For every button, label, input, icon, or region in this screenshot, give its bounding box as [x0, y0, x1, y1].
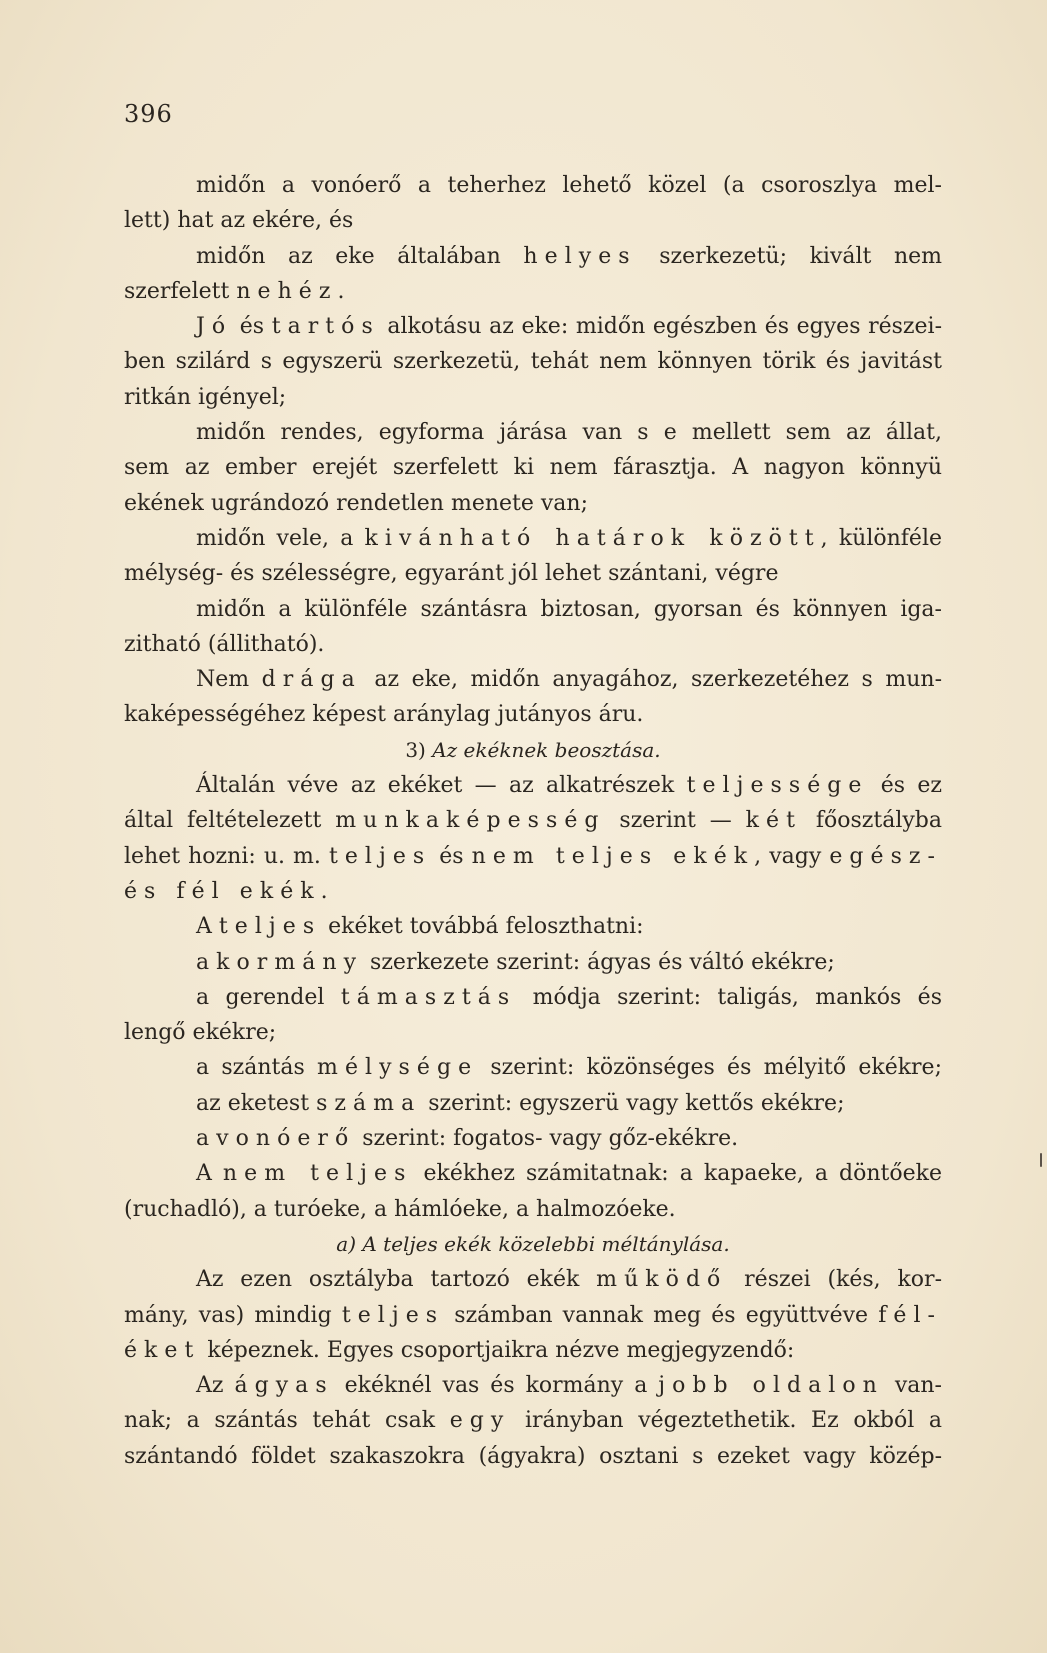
text-line: Általán véve az ekéket — az alkatrészek teljessége és ez [196, 773, 942, 799]
spaced-emphasis: teljes [218, 914, 322, 940]
spaced-emphasis: tartós [271, 314, 380, 340]
text-line: a gerendel támasztás módja szerint: taligás, mankós és [196, 984, 942, 1010]
spaced-emphasis: teljessége [686, 773, 869, 799]
text-line: lengő ekékre; [124, 1020, 277, 1046]
text-line: kaképességéhez képest aránylag jutányos áru. [124, 702, 644, 728]
text-line: ritkán igényel; [124, 384, 287, 410]
spaced-emphasis: Jó [196, 314, 233, 340]
spaced-emphasis: teljes [328, 843, 432, 869]
text-line: midőn a vonóerő a teherhez lehető közel (a csoroszlya mel- [196, 173, 942, 198]
spaced-emphasis: egész- [829, 843, 942, 869]
text-line: mány, vas) mindig teljes számban vannak meg és együttvéve fél- [124, 1302, 942, 1328]
text-line: által feltételezett munkaképesség szerint — két főosztályba [124, 808, 942, 834]
text-line: a vonóerő szerint: fogatos- vagy gőz-ekékre. [196, 1126, 739, 1152]
spaced-emphasis: jobb oldalon [658, 1373, 884, 1399]
subsection-heading: a) A teljes ekék közelebbi méltánylása. [336, 1231, 730, 1256]
text-line: ekének ugrándozó rendetlen menete van; [124, 490, 589, 516]
margin-mark [1040, 1153, 1042, 1167]
spaced-emphasis: száma [316, 1090, 422, 1116]
section-heading: 3) Az ekéknek beosztása. [405, 737, 661, 762]
text-line: lett) hat az ekére, és [124, 208, 354, 234]
text-line: éket képeznek. Egyes csoportjaikra nézve megjegyzendő: [124, 1337, 795, 1363]
spaced-emphasis: és fél ekék [124, 878, 321, 904]
spaced-emphasis: két [745, 808, 802, 834]
text-line: sem az ember erejét szerfelett ki nem fárasztja. A nagyon könnyü [124, 455, 942, 481]
spaced-emphasis: működő [596, 1267, 728, 1293]
spaced-emphasis: éket [124, 1337, 201, 1363]
text-line: zitható (állitható). [124, 631, 325, 657]
text-line: a szántás mélysége szerint: közönséges és mélyitő ekékre; [196, 1055, 942, 1081]
spaced-emphasis: vonóerő [216, 1126, 356, 1152]
text-line: Az ágyas ekéknél vas és kormány a jobb oldalon van- [196, 1373, 942, 1399]
spaced-emphasis: nem teljes ekék [471, 843, 755, 869]
text-line: nak; a szántás tehát csak egy irányban végeztethetik. Ez okból a [124, 1408, 942, 1434]
text-line: az eketest száma szerint: egyszerü vagy kettős ekékre; [196, 1090, 845, 1116]
spaced-emphasis: kormány [216, 949, 364, 975]
spaced-emphasis: fél- [878, 1302, 942, 1328]
spaced-emphasis: ágyas [234, 1373, 334, 1399]
text-line: mélység- és szélességre, egyaránt jól lehet szántani, végre [124, 561, 779, 587]
text-line: midőn az eke általában helyes szerkezetü; kivált nem [196, 243, 942, 269]
spaced-emphasis: egy [449, 1408, 511, 1434]
spaced-emphasis: támasztás [340, 984, 517, 1010]
text-line: Az ezen osztályba tartozó ekék működő részei (kés, kor- [196, 1267, 942, 1293]
text-line: Nem drága az eke, midőn anyagához, szerkezetéhez s mun- [196, 667, 942, 693]
text-line: midőn vele, a kivánható határok között, különféle [196, 525, 942, 551]
spaced-emphasis: kivánható határok között [364, 525, 821, 551]
text-line: (ruchadló), a turóeke, a hámlóeke, a halmozóeke. [124, 1196, 676, 1222]
spaced-emphasis: helyes [523, 243, 637, 269]
text-line: A teljes ekéket továbbá feloszthatni: [196, 914, 644, 940]
text-line: lehet hozni: u. m. teljes és nem teljes ekék, vagy egész- [124, 843, 942, 869]
text-line: A nem teljes ekékhez számitatnak: a kapaeke, a döntőeke [196, 1161, 942, 1187]
text-line: a kormány szerkezete szerint: ágyas és váltó ekékre; [196, 949, 835, 975]
text-line: midőn a különféle szántásra biztosan, gyorsan és könnyen iga- [196, 596, 942, 622]
spaced-emphasis: munkaképesség [335, 808, 606, 834]
spaced-emphasis: teljes [341, 1302, 445, 1328]
text-line: ben szilárd s egyszerü szerkezetü, tehát nem könnyen törik és javitást [124, 349, 942, 375]
text-line: midőn rendes, egyforma járása van s e mellett sem az állat, [196, 420, 942, 446]
body-text [124, 168, 942, 1474]
text-line: és fél ekék. [124, 878, 328, 904]
text-line: Jó és tartós alkotásu az eke: midőn egészben és egyes részei- [196, 314, 942, 340]
page-number: 396 [124, 100, 173, 128]
spaced-emphasis: mélysége [317, 1055, 479, 1081]
text-line: szántandó földet szakaszokra (ágyakra) osztani s ezeket vagy közép- [124, 1443, 942, 1469]
spaced-emphasis: drága [261, 667, 362, 693]
text-line: szerfelett nehéz. [124, 278, 345, 304]
spaced-emphasis: nem teljes [222, 1161, 413, 1187]
spaced-emphasis: nehéz [236, 278, 338, 304]
